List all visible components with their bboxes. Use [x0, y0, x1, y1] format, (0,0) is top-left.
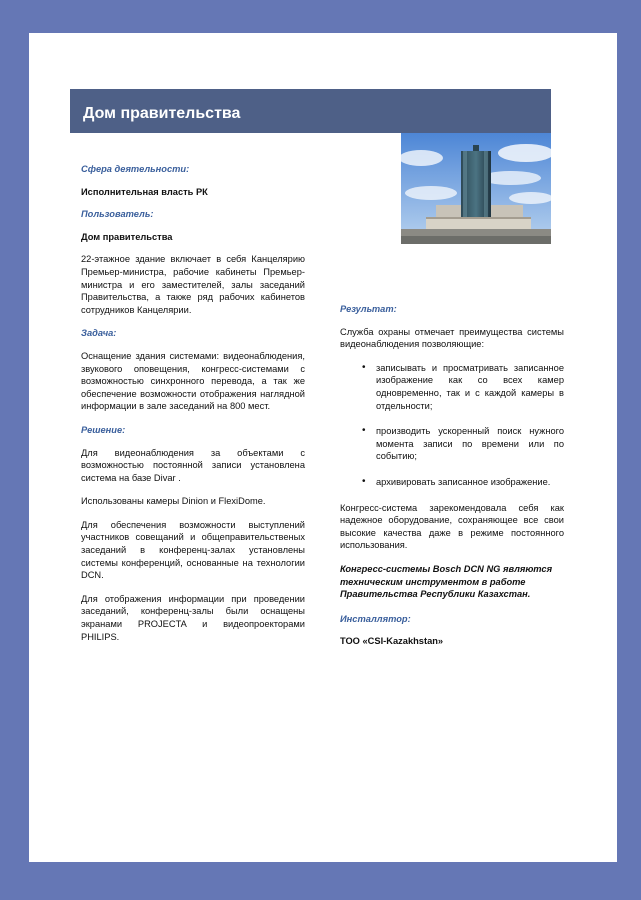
user-value: Дом правительства	[81, 231, 173, 242]
left-column	[81, 163, 305, 654]
list-item	[340, 362, 564, 412]
sphere-value: Исполнительная власть РК	[81, 186, 208, 197]
installer-heading: Инсталлятор:	[340, 613, 411, 624]
bullet-icon: •	[362, 425, 366, 437]
list-item	[340, 476, 564, 489]
sphere-heading: Сфера деятельности:	[81, 164, 190, 174]
solution-paragraph-2: Использованы камеры Dinion и FlexiDome.	[81, 496, 266, 507]
solution-paragraph-4: Для отображения информации при проведении заседаний, конференц-залы были оснащены экранами PROJECTA и видеопроекторами PHILIPS.	[81, 593, 305, 642]
benefits-list	[340, 362, 564, 489]
intro-paragraph: 22-этажное здание включает в себя Канцелярию Премьер-министра, рабочие кабинеты Премьер-министра и его заместителей, залы заседаний Правительства, а также ряд рабочих кабинетов сотрудников Канцелярии.	[81, 254, 305, 315]
task-paragraph: Оснащение здания системами: видеонаблюдения, звукового оповещения, конгресс-системами с возможностью синхронного перевода, а так же обеспечение возможности отображения наглядной информации в зале заседаний на 800 мест.	[81, 350, 305, 412]
bullet-icon: •	[362, 361, 366, 373]
statement-paragraph: Конгресс-системы Bosch DCN NG являются техническим инструментом в работе Правительства Республики Казахстан.	[340, 563, 553, 600]
bullet-icon: •	[362, 475, 366, 487]
title-banner	[70, 89, 551, 133]
right-column	[340, 303, 564, 658]
list-item-text: производить ускоренный поиск нужного момента записи по времени или по событию;	[376, 426, 564, 462]
list-item-text: записывать и просматривать записанное изображение как со всех камер одновременно, так и с каждой камеры в отдельности;	[376, 362, 564, 411]
list-item-text: архивировать записанное изображение.	[376, 476, 551, 487]
task-heading: Задача:	[81, 328, 117, 339]
user-heading: Пользователь:	[81, 209, 154, 220]
government-building-photo	[401, 133, 551, 244]
solution-paragraph-1: Для видеонаблюдения за объектами с возможностью постоянной записи установлена система на базе Divar .	[81, 447, 305, 483]
result-paragraph: Служба охраны отмечает преимущества системы видеонаблюдения позволяющие:	[340, 326, 564, 350]
solution-paragraph-3: Для обеспечения возможности выступлений участников совещаний и общеправительственых заседаний в конференц-залах установлены системы конференций, основанные на технологии DCN.	[81, 519, 305, 581]
congress-paragraph: Конгресс-система зарекомендовала себя как надежное оборудование, сохраняющее все свои высокие качества даже в режиме постоянного использования.	[340, 502, 564, 551]
page-title: Дом правительства	[83, 105, 241, 122]
solution-heading: Решение:	[81, 424, 126, 435]
result-heading: Результат:	[340, 304, 397, 314]
document-page	[29, 33, 617, 862]
list-item	[340, 425, 564, 463]
installer-value: ТОО «CSI-Kazakhstan»	[340, 636, 444, 647]
